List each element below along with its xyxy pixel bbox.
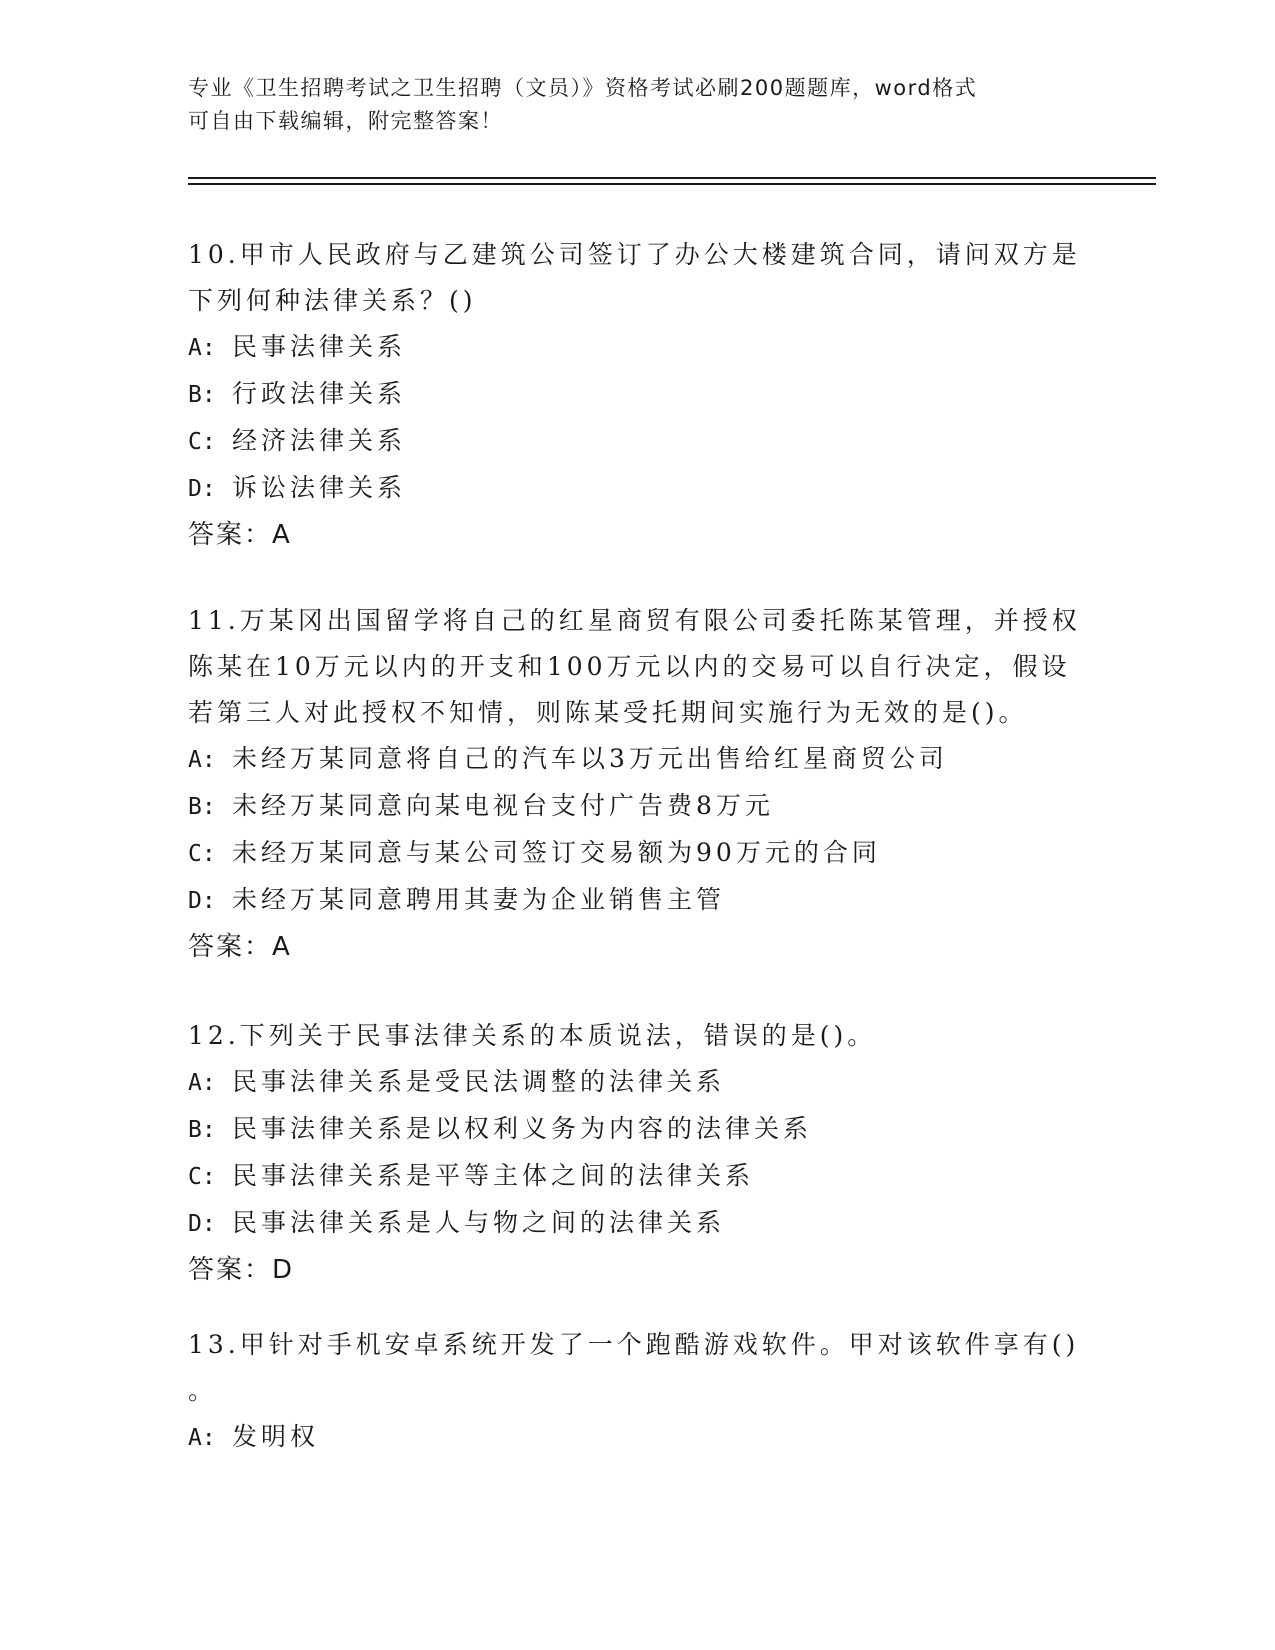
option-b	[188, 371, 1088, 418]
option-letter: D:	[188, 476, 216, 502]
question-stem	[188, 1322, 1088, 1414]
answer-line: 答案：A	[188, 520, 292, 550]
option-letter: B:	[188, 382, 216, 408]
option-text: 未经万某同意与某公司签订交易额为90万元的合同	[232, 838, 881, 867]
option-text: 民事法律关系是平等主体之间的法律关系	[232, 1161, 755, 1190]
question-10	[188, 232, 1088, 558]
option-letter: C:	[188, 1164, 216, 1190]
option-text: 诉讼法律关系	[232, 473, 407, 502]
option-text: 发明权	[232, 1422, 320, 1451]
answer-line: 答案：D	[188, 1255, 295, 1285]
option-letter: C:	[188, 841, 216, 867]
option-text: 民事法律关系是人与物之间的法律关系	[232, 1208, 726, 1237]
option-text: 行政法律关系	[232, 379, 407, 408]
header-divider-bottom	[188, 183, 1156, 185]
question-stem-line: 13.甲针对手机安卓系统开发了一个跑酷游戏软件。甲对该软件享有()	[188, 1330, 1080, 1359]
option-text: 未经万某同意向某电视台支付广告费8万元	[232, 791, 774, 820]
question-stem-line: 若第三人对此授权不知情，则陈某受托期间实施行为无效的是()。	[188, 698, 1028, 727]
option-c	[188, 1153, 1088, 1200]
header-line-1: 专业《卫生招聘考试之卫生招聘（文员）》资格考试必刷200题题库，word格式	[188, 76, 978, 100]
option-b	[188, 783, 1088, 830]
option-d	[188, 877, 1088, 924]
option-text: 未经万某同意聘用其妻为企业销售主管	[232, 885, 726, 914]
question-stem-line: 陈某在10万元以内的开支和100万元以内的交易可以自行决定，假设	[188, 652, 1071, 681]
option-text: 民事法律关系是以权利义务为内容的法律关系	[232, 1114, 813, 1143]
option-a	[188, 1414, 1088, 1461]
option-letter: D:	[188, 1211, 216, 1237]
question-12	[188, 1013, 1088, 1293]
answer-line: 答案：A	[188, 932, 292, 962]
header-divider-top	[188, 177, 1156, 179]
question-11	[188, 598, 1088, 970]
option-a	[188, 324, 1088, 371]
question-stem-line: 12.下列关于民事法律关系的本质说法，错误的是()。	[188, 1021, 877, 1050]
question-stem-line: 。	[188, 1376, 218, 1405]
option-letter: A:	[188, 1070, 216, 1096]
header-line-2: 可自由下载编辑，附完整答案！	[188, 109, 503, 133]
option-letter: A:	[188, 747, 216, 773]
question-stem-line: 11.万某冈出国留学将自己的红星商贸有限公司委托陈某管理，并授权	[188, 606, 1081, 635]
question-stem	[188, 598, 1088, 736]
option-letter: A:	[188, 335, 216, 361]
option-letter: B:	[188, 1117, 216, 1143]
option-letter: D:	[188, 888, 216, 914]
option-a	[188, 736, 1088, 783]
option-text: 未经万某同意将自己的汽车以3万元出售给红星商贸公司	[232, 744, 948, 773]
option-c	[188, 418, 1088, 465]
question-stem	[188, 232, 1088, 324]
document-header	[188, 72, 1088, 138]
question-13	[188, 1322, 1088, 1461]
option-d	[188, 465, 1088, 512]
option-letter: C:	[188, 429, 216, 455]
option-c	[188, 830, 1088, 877]
option-text: 民事法律关系是受民法调整的法律关系	[232, 1067, 726, 1096]
option-letter: A:	[188, 1425, 216, 1451]
question-stem	[188, 1013, 1088, 1059]
option-text: 民事法律关系	[232, 332, 407, 361]
question-stem-line: 10.甲市人民政府与乙建筑公司签订了办公大楼建筑合同，请问双方是	[188, 240, 1081, 269]
option-text: 经济法律关系	[232, 426, 407, 455]
option-b	[188, 1106, 1088, 1153]
option-a	[188, 1059, 1088, 1106]
question-stem-line: 下列何种法律关系？()	[188, 286, 477, 315]
option-d	[188, 1200, 1088, 1247]
option-letter: B:	[188, 794, 216, 820]
